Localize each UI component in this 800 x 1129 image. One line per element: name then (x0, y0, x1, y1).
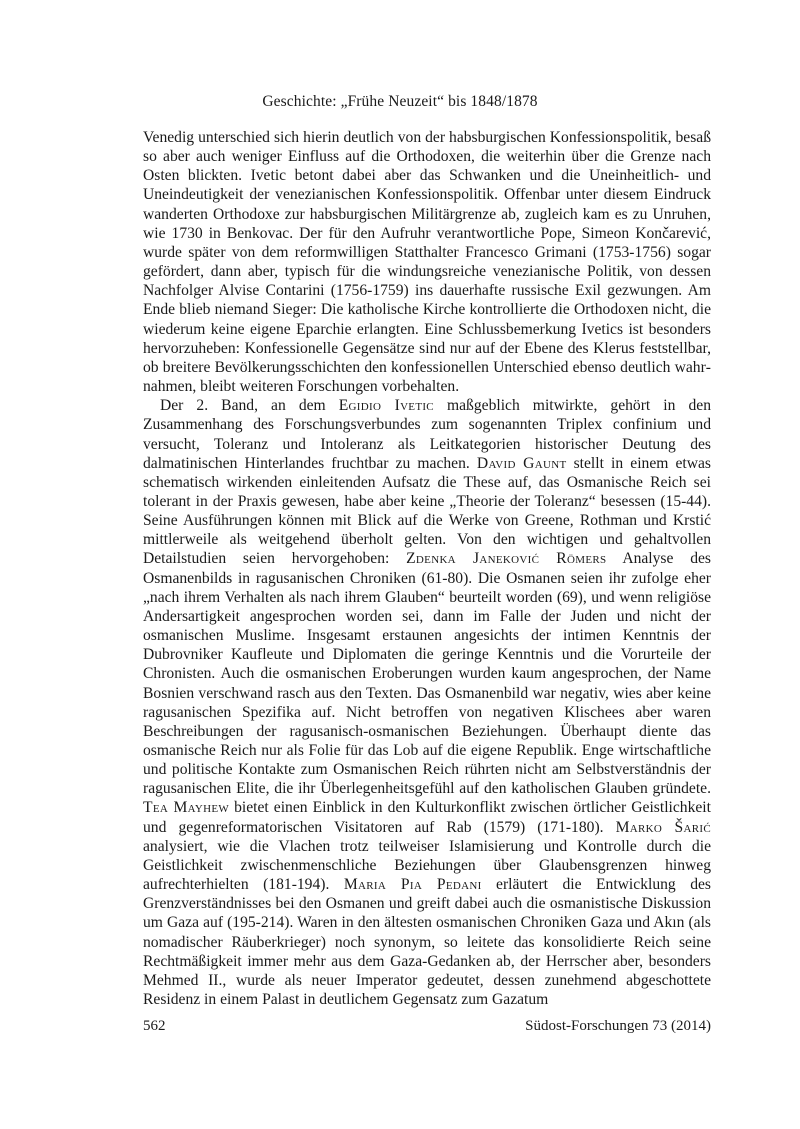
journal-citation: Südost-Forschungen 73 (2014) (525, 1018, 711, 1034)
author-name: Zdenka Janeković Römers (406, 550, 607, 568)
page-footer (143, 1018, 711, 1035)
author-name: Marko Šarić (615, 818, 711, 836)
text-run: Der 2. Band, an dem (160, 397, 339, 415)
article-body (143, 128, 711, 1009)
text-run: Analyse des Osmanenbilds in ragusanischen Chroniken (61-80). Die Osmanen seien ihr zufolge eher „nach ihrem Verhalten als nach ihrem Glauben“ beurteilt worden (69), und wenn religiöse Andersartigkeit angesprochen worden sei, dann im Falle der Juden und nicht der osmanischen Muslime. Insgesamt erstaunen angesichts der intimen Kenntnis der Dubrovniker Kaufleute und Diplomaten die geringe Kenntnis und die Vorurteile der Chronisten. Auch die osmanischen Eroberungen wurden kaum angesprochen, der Name Bosnien verschwand rasch aus den Texten. Das Osmanenbild war negativ, wies aber keine ragusanischen Spezifika auf. Nicht betroffen von negativen Klischees aber waren Beschreibungen der ragusanisch-osmanischen Beziehungen. Überhaupt diente das osmanische Reich nur als Folie für das Lob auf die eigene Republik. Enge wirtschaftliche und politische Kontakte zum Osmanischen Reich rührten nicht am Selbstverständnis der ragusanischen Elite, die ihr Überlegenheitsgefühl auf den katholischen Glauben gründete. (143, 550, 711, 798)
author-name: Maria Pia Pedani (343, 876, 482, 894)
author-name: Egidio Ivetic (338, 397, 434, 415)
paragraph-1: Venedig unterschied sich hierin deutlich von der habsburgischen Konfessionspolitik, besaß so aber auch weniger Einfluss auf die Orthodoxen, die weiterhin über die Grenze nach Osten blickten. Ivetic betont dabei aber das Schwanken und die Uneinheitlich- und Uneindeutigkeit der venezianischen Konfessionspolitik. Offenbar unter diesem Eindruck wanderten Orthodoxe zur habsburgischen Militärgrenze ab, zugleich kam es zu Unruhen, wie 1730 in Benkovac. Der für den Aufruhr verantwortliche Pope, Simeon Končarević, wurde später von dem reformwilligen Statthalter Francesco Grimani (1753-1756) sogar gefördert, dann aber, typisch für die windungsreiche venezianische Politik, von dessen Nachfolger Alvise Contarini (1756-1759) ins dauerhafte russische Exil gezwungen. Am Ende blieb niemand Sieger: Die katholische Kirche kontrollierte die Orthodoxen nicht, die wiederum keine eigene Eparchie erlangten. Eine Schlussbemerkung Ivetics ist besonders hervorzuheben: Konfessionelle Gegensätze sind nur auf der Ebene des Klerus feststellbar, ob breitere Bevölkerungsschichten den konfessionellen Unterschied ebenso deutlich wahrnahmen, bleibt weiteren Forschungen vorbehalten. (143, 129, 711, 396)
author-name: Tea Mayhew (143, 799, 230, 817)
running-head: Geschichte: „Frühe Neuzeit“ bis 1848/1878 (262, 93, 538, 110)
text-run: stellt in einem etwas schematisch wirkenden einleitenden Aufsatz die These auf, das Osmanische Reich sei tolerant in der Praxis gewesen, habe aber keine „Theorie der Toleranz“ besessen (15-44). Seine Ausführungen können mit Blick auf die Werke von Greene, Rothman und Krstić mittlerweile als weitgehend überholt gelten. Von den wichtigen und gehaltvollen Detailstudien seien hervorgehoben: (143, 454, 711, 568)
page-number: 562 (143, 1018, 166, 1034)
paragraph-2 (143, 396, 711, 1009)
text-run: maßgeblich mitwirkte, gehört in den Zusammenhang des Forschungsverbundes zum sogenannten Triplex confinium und versucht, Toleranz und Intoleranz als Leitkategorien historischer Deutung des dalmatinischen Hinterlandes fruchtbar zu machen. (143, 397, 711, 472)
text-run: analysiert, wie die Vlachen trotz teilweiser Islamisierung und Kontrolle durch die Geistlichkeit zwischenmenschliche Beziehungen über Glaubensgrenzen hinweg aufrechterhielten (181-194). (143, 837, 711, 894)
author-name: David Gaunt (476, 454, 567, 472)
text-run: erläutert die Entwicklung des Grenzverständnisses bei den Osmanen und greift dabei auch die osmanistische Diskussion um Gaza auf (195-214). Waren in den ältesten osmanischen Chroniken Gaza und Akın (als nomadischer Räuberkrieger) noch synonym, so leitete das konsolidierte Reich seine Rechtmäßigkeit immer mehr aus dem Gaza-Gedanken ab, der Herrscher aber, besonders Mehmed II., wurde als neuer Imperator gedeutet, dessen zunehmend abgeschottete Residenz in einem Palast in deutlichem Gegensatz zum Gazatum (143, 876, 711, 1009)
text-run: bietet einen Einblick in den Kulturkonflikt zwischen örtlicher Geistlichkeit und gegenreformatorischen Visitatoren auf Rab (1579) (171-180). (143, 799, 711, 836)
